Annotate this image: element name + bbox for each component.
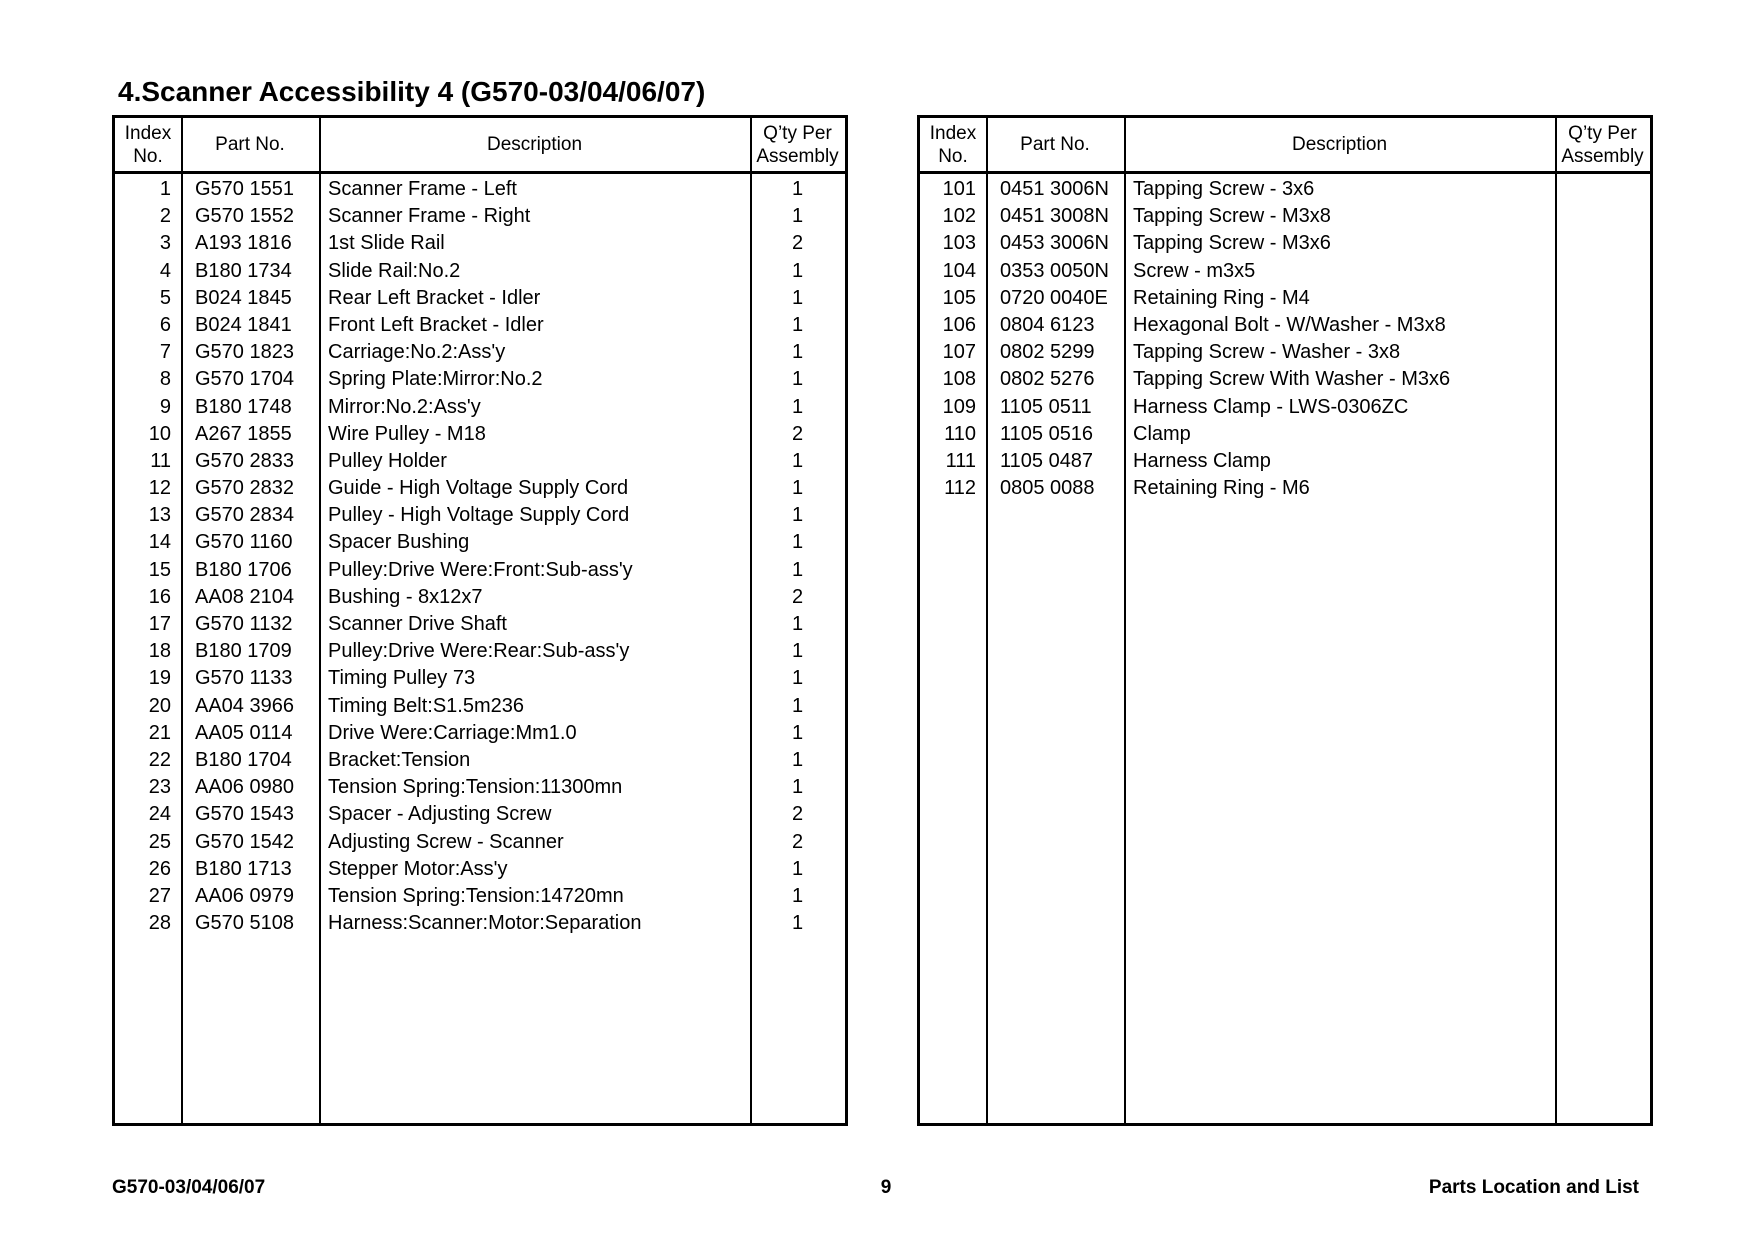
index-cell: 8 [159,368,171,391]
quantity-cell: 2 [791,585,804,608]
part-number-cell: 0805 0088 [1000,477,1095,500]
table-row [115,774,845,801]
description-cell: Bushing - 8x12x7 [328,585,483,608]
quantity-cell: 2 [791,232,804,255]
part-number-cell: B024 1845 [195,286,292,309]
footer-model: G570-03/04/06/07 [112,1177,266,1198]
table-row [920,366,1650,393]
description-cell: Clamp [1133,422,1191,445]
quantity-cell: 1 [791,613,804,635]
index-cell: 13 [148,504,171,527]
quantity-cell: 1 [791,857,804,880]
index-cell: 11 [150,449,171,472]
header-qty: Q’ty Per Assembly [1561,122,1644,167]
table-row [115,203,845,230]
index-cell: 25 [148,830,171,853]
description-cell: Pulley Holder [328,449,447,472]
parts-table-left [112,115,848,1126]
part-number-cell: B180 1709 [195,640,292,663]
part-number-cell: B180 1734 [195,259,292,282]
description-cell: Slide Rail:No.2 [328,259,461,282]
index-cell: 9 [159,395,171,418]
index-cell: 107 [942,341,976,364]
index-cell: 4 [159,259,171,282]
quantity-cell: 2 [791,803,804,826]
part-number-cell: G570 2832 [195,477,294,500]
index-cell: 19 [148,667,171,690]
description-cell: Guide - High Voltage Supply Cord [328,477,629,500]
description-cell: Scanner Frame - Right [328,205,531,228]
part-number-cell: G570 1160 [195,531,293,554]
description-cell: Retaining Ring - M4 [1133,286,1310,309]
part-number-cell: 0353 0050N [1000,259,1109,282]
index-cell: 27 [148,884,171,907]
description-cell: Harness Clamp [1133,449,1271,472]
description-cell: Screw - m3x5 [1133,259,1256,282]
table-row [115,529,845,556]
description-cell: Scanner Frame - Left [328,178,517,200]
parts-table-right [917,115,1653,1126]
description-cell: Harness Clamp - LWS-0306ZC [1133,395,1409,418]
header-part-no: Part No. [1020,134,1090,155]
part-number-cell: 0451 3008N [1000,205,1109,228]
part-number-cell: B180 1706 [195,558,292,581]
description-cell: Tapping Screw - Washer - 3x8 [1133,341,1401,364]
index-cell: 16 [148,585,171,608]
description-cell: Pulley:Drive Were:Front:Sub-ass'y [328,558,633,581]
index-cell: 111 [945,449,976,472]
index-cell: 110 [944,422,976,445]
index-cell: 24 [148,803,171,826]
index-cell: 1 [159,178,171,200]
index-cell: 101 [942,178,976,200]
description-cell: Timing Belt:S1.5m236 [328,694,525,717]
header-description: Description [486,134,583,155]
quantity-cell: 1 [791,205,804,228]
index-cell: 109 [942,395,976,418]
index-cell: 6 [159,313,171,336]
part-number-cell: B180 1704 [195,748,292,771]
quantity-cell: 1 [791,504,804,527]
description-cell: Pulley - High Voltage Supply Cord [328,504,630,527]
table-row [115,366,845,393]
header-index: Index No. [929,122,977,167]
index-cell: 14 [148,531,171,554]
index-cell: 5 [159,286,171,309]
table-row [115,230,845,257]
page-title: 4.Scanner Accessibility 4 (G570-03/04/06/07) [118,76,706,107]
index-cell: 104 [942,259,976,282]
quantity-cell: 1 [791,477,804,500]
table-row [115,801,845,828]
description-cell: Front Left Bracket - Idler [328,313,544,336]
index-cell: 103 [942,232,976,255]
description-cell: Tapping Screw With Washer - M3x6 [1133,368,1451,391]
table-row [115,638,845,665]
quantity-cell: 1 [791,313,804,336]
part-number-cell: G570 2834 [195,504,294,527]
header-qty: Q’ty Per Assembly [756,122,839,167]
index-cell: 15 [148,558,171,581]
table-row [115,883,845,910]
table-row [920,285,1650,312]
description-cell: Timing Pulley 73 [328,667,476,690]
part-number-cell: 0451 3006N [1000,178,1109,200]
index-cell: 3 [159,232,171,255]
index-cell: 26 [148,857,171,880]
table-row [115,584,845,611]
part-number-cell: G570 1542 [195,830,294,853]
part-number-cell: G570 1543 [195,803,294,826]
description-cell: Spacer Bushing [328,531,470,554]
table-row [115,502,845,529]
part-number-cell: G570 1823 [195,341,294,364]
part-number-cell: A193 1816 [195,232,292,255]
table-row [920,448,1650,475]
quantity-cell: 1 [791,395,804,418]
index-cell: 108 [942,368,976,391]
description-cell: Scanner Drive Shaft [328,613,507,635]
part-number-cell: 0720 0040E [1000,286,1108,309]
description-cell: Drive Were:Carriage:Mm1.0 [328,721,577,744]
description-cell: Wire Pulley - M18 [328,422,486,445]
part-number-cell: 0804 6123 [1000,313,1095,336]
part-number-cell: 0802 5299 [1000,341,1095,364]
quantity-cell: 1 [791,286,804,309]
part-number-cell: B180 1713 [195,857,292,880]
quantity-cell: 1 [791,178,804,200]
part-number-cell: B024 1841 [195,313,292,336]
index-cell: 18 [148,640,171,663]
index-cell: 20 [148,694,171,717]
part-number-cell: G570 1551 [195,178,294,200]
description-cell: Tension Spring:Tension:11300mn [328,776,623,799]
description-cell: Harness:Scanner:Motor:Separation [328,912,642,935]
description-cell: Bracket:Tension [328,748,471,771]
part-number-cell: B180 1748 [195,395,292,418]
part-number-cell: 0802 5276 [1000,368,1095,391]
quantity-cell: 1 [791,667,804,690]
description-cell: Retaining Ring - M6 [1133,477,1310,500]
table-row [920,258,1650,285]
description-cell: Adjusting Screw - Scanner [328,830,564,853]
header-part-no: Part No. [215,134,285,155]
index-cell: 2 [159,205,171,228]
quantity-cell: 2 [791,422,804,445]
table-row [115,312,845,339]
header-index: Index No. [124,122,172,167]
quantity-cell: 1 [791,912,804,935]
part-number-cell: G570 2833 [195,449,294,472]
header-description: Description [1291,134,1388,155]
description-cell: Tapping Screw - 3x6 [1133,178,1315,200]
quantity-cell: 1 [791,884,804,907]
part-number-cell: 1105 0511 [1000,395,1092,418]
table-row [115,421,845,448]
index-cell: 106 [942,313,976,336]
table-row [115,557,845,584]
quantity-cell: 1 [791,640,804,663]
quantity-cell: 2 [791,830,804,853]
part-number-cell: AA06 0980 [195,776,294,799]
description-cell: Spacer - Adjusting Screw [328,803,552,826]
index-cell: 105 [942,286,976,309]
rows-right [920,174,1650,502]
part-number-cell: G570 5108 [195,912,294,935]
part-number-cell: A267 1855 [195,422,292,445]
description-cell: Tension Spring:Tension:14720mn [328,884,624,907]
footer-page-number: 9 [880,1177,892,1198]
table-row [115,475,845,502]
quantity-cell: 1 [791,368,804,391]
index-cell: 12 [148,477,171,500]
index-cell: 21 [148,721,171,744]
table-row [115,285,845,312]
table-row [920,312,1650,339]
table-row [115,693,845,720]
part-number-cell: AA04 3966 [195,694,294,717]
part-number-cell: AA05 0114 [195,721,293,744]
rows-left [115,174,845,937]
table-row [115,910,845,937]
table-row [115,339,845,366]
quantity-cell: 1 [791,531,804,554]
description-cell: Hexagonal Bolt - W/Washer - M3x8 [1133,313,1446,336]
part-number-cell: G570 1704 [195,368,294,391]
table-row [115,856,845,883]
index-cell: 7 [159,341,171,364]
footer-section: Parts Location and List [1428,1177,1639,1198]
description-cell: Rear Left Bracket - Idler [328,286,541,309]
part-number-cell: AA06 0979 [195,884,294,907]
description-cell: Mirror:No.2:Ass'y [328,395,481,418]
quantity-cell: 1 [791,341,804,364]
table-row [115,611,845,638]
part-number-cell: G570 1133 [195,667,293,690]
part-number-cell: 1105 0516 [1000,422,1094,445]
table-row [115,394,845,421]
index-cell: 17 [148,613,171,635]
table-row [920,394,1650,421]
quantity-cell: 1 [791,259,804,282]
description-cell: Stepper Motor:Ass'y [328,857,508,880]
quantity-cell: 1 [791,721,804,744]
table-row [115,829,845,856]
part-number-cell: 1105 0487 [1000,449,1094,472]
index-cell: 28 [148,912,171,935]
quantity-cell: 1 [791,776,804,799]
index-cell: 112 [944,477,976,500]
description-cell: Spring Plate:Mirror:No.2 [328,368,543,391]
index-cell: 22 [148,748,171,771]
description-cell: Pulley:Drive Were:Rear:Sub-ass'y [328,640,630,663]
table-row [920,176,1650,203]
table-row [115,720,845,747]
part-number-cell: AA08 2104 [195,585,294,608]
quantity-cell: 1 [791,694,804,717]
quantity-cell: 1 [791,748,804,771]
table-row [920,203,1650,230]
table-row [115,747,845,774]
quantity-cell: 1 [791,558,804,581]
table-row [920,230,1650,257]
table-row [115,665,845,692]
table-row [115,176,845,203]
part-number-cell: G570 1552 [195,205,294,228]
table-row [920,475,1650,502]
part-number-cell: G570 1132 [195,613,293,635]
table-row [115,448,845,475]
index-cell: 10 [148,422,171,445]
description-cell: 1st Slide Rail [328,232,445,255]
index-cell: 23 [148,776,171,799]
part-number-cell: 0453 3006N [1000,232,1109,255]
description-cell: Tapping Screw - M3x8 [1133,205,1331,228]
description-cell: Tapping Screw - M3x6 [1133,232,1331,255]
table-row [115,258,845,285]
quantity-cell: 1 [791,449,804,472]
index-cell: 102 [942,205,976,228]
table-row [920,339,1650,366]
table-row [920,421,1650,448]
description-cell: Carriage:No.2:Ass'y [328,341,506,364]
